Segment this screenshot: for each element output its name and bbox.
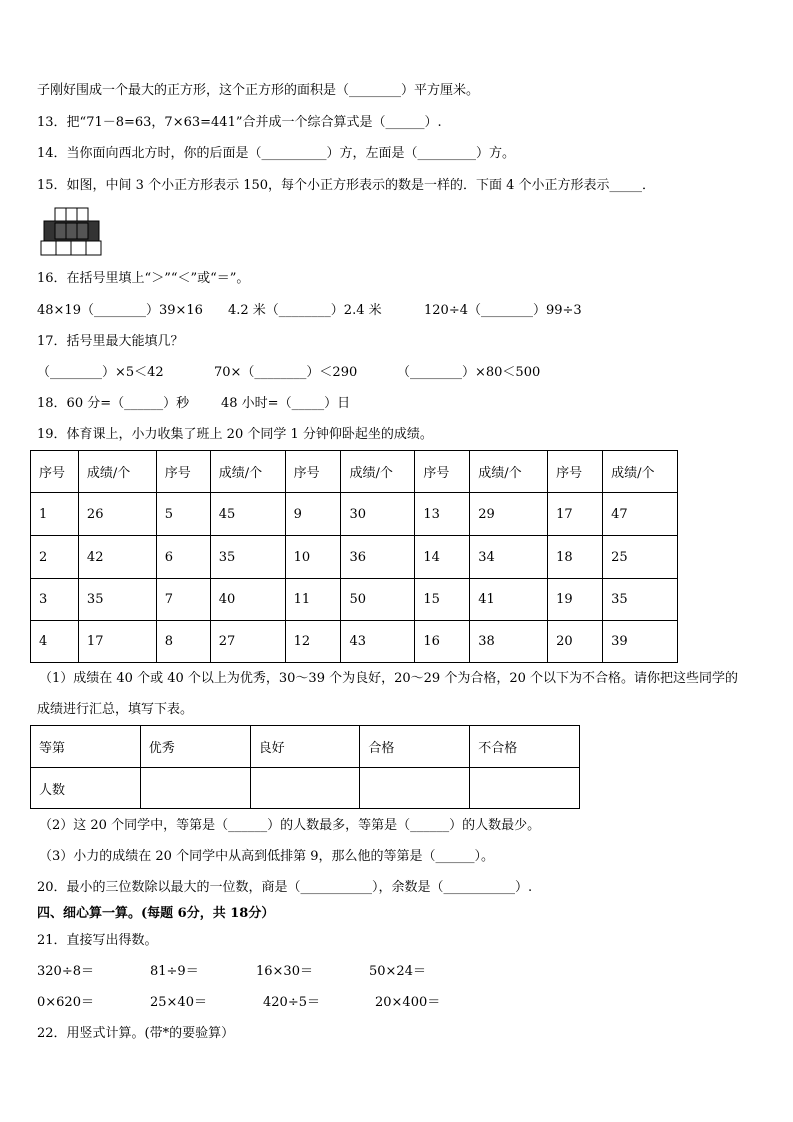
table-cell: 34 [470,536,548,579]
question-19-part-3: （3）小力的成绩在 20 个同学中从高到低排第 9，那么他的等第是（______）。 [39,849,494,864]
table-cell: 45 [210,493,285,536]
table-cell: 18 [548,536,603,579]
section-4-heading: 四、细心算一算。(每题 6分，共 18分） [37,906,275,921]
table-cell: 26 [78,493,156,536]
table-cell: 27 [210,621,285,663]
question-17-b: 70×（________）＜290 [214,365,358,380]
table-header: 成绩/个 [210,451,285,493]
table-header: 合格 [360,726,470,768]
text-line-continuation: 子刚好围成一个最大的正方形，这个正方形的面积是（________）平方厘米。 [37,83,480,98]
calc-item: 16×30＝ [256,964,313,979]
table-cell: 43 [341,621,415,663]
question-16-c: 120÷4（________）99÷3 [424,303,582,318]
table-header: 良好 [250,726,360,768]
table-header: 成绩/个 [341,451,415,493]
table-cell: 14 [415,536,470,579]
table-cell: 16 [415,621,470,663]
table-cell: 47 [603,493,678,536]
table-cell: 35 [78,579,156,621]
table-cell: 20 [548,621,603,663]
table-cell: 19 [548,579,603,621]
calc-item: 420÷5＝ [263,995,320,1010]
table-header: 成绩/个 [78,451,156,493]
calc-item: 20×400＝ [375,995,441,1010]
calc-item: 25×40＝ [150,995,207,1010]
table-cell: 15 [415,579,470,621]
table-cell-blank [250,768,360,809]
question-19: 19．体育课上，小力收集了班上 20 个同学 1 分钟仰卧起坐的成绩。 [37,427,433,442]
table-cell: 50 [341,579,415,621]
table-header: 序号 [285,451,341,493]
table-header: 成绩/个 [470,451,548,493]
table-cell: 38 [470,621,548,663]
calc-item: 320÷8＝ [37,964,94,979]
table-cell: 人数 [31,768,141,809]
table-cell: 36 [341,536,415,579]
table-cell: 29 [470,493,548,536]
table-cell: 9 [285,493,341,536]
table-header: 等第 [31,726,141,768]
table-cell: 2 [31,536,79,579]
table-header: 序号 [156,451,210,493]
table-header: 序号 [31,451,79,493]
grade-table [30,725,580,809]
table-row [31,621,678,663]
question-17-c: （________）×80＜500 [397,365,541,380]
table-cell-blank [140,768,250,809]
calc-item: 50×24＝ [369,964,426,979]
table-cell: 17 [548,493,603,536]
question-17-a: （________）×5＜42 [37,365,164,380]
calc-item: 0×620＝ [37,995,94,1010]
table-cell: 3 [31,579,79,621]
table-cell: 40 [210,579,285,621]
score-table-header-row [31,451,678,493]
question-19-part-1: （1）成绩在 40 个或 40 个以上为优秀，30～39 个为良好，20～29 个为合格，20 个以下为不合格。请你把这些同学的 [39,671,738,686]
question-13: 13．把“71－8=63，7×63=441”合并成一个综合算式是（______）. [37,115,442,130]
table-cell: 13 [415,493,470,536]
table-cell: 4 [31,621,79,663]
table-cell: 1 [31,493,79,536]
table-row [31,493,678,536]
table-cell: 41 [470,579,548,621]
table-row [31,768,580,809]
table-row [31,536,678,579]
table-cell: 30 [341,493,415,536]
question-16-b: 4.2 米（________）2.4 米 [228,303,382,318]
question-19-part-1-cont: 成绩进行汇总，填写下表。 [37,702,194,717]
question-21: 21．直接写出得数。 [37,933,158,948]
table-cell: 12 [285,621,341,663]
squares-figure [40,206,104,258]
table-header: 优秀 [140,726,250,768]
table-header: 成绩/个 [603,451,678,493]
table-header: 序号 [415,451,470,493]
question-16-a: 48×19（________）39×16 [37,303,203,318]
table-cell: 8 [156,621,210,663]
table-cell: 6 [156,536,210,579]
grade-table-header-row [31,726,580,768]
table-cell: 7 [156,579,210,621]
question-18-a: 18．60 分=（______）秒 [37,396,190,411]
table-row [31,579,678,621]
table-cell: 5 [156,493,210,536]
table-cell-blank [360,768,470,809]
table-cell-blank [470,768,580,809]
table-cell: 11 [285,579,341,621]
question-19-part-2: （2）这 20 个同学中，等第是（______）的人数最多，等第是（______）的人数最少。 [39,818,541,833]
table-cell: 17 [78,621,156,663]
question-16: 16．在括号里填上“＞”“＜”或“＝”。 [37,271,250,286]
question-17: 17．括号里最大能填几？ [37,334,184,349]
table-header: 序号 [548,451,603,493]
table-header: 不合格 [470,726,580,768]
table-cell: 25 [603,536,678,579]
question-18-b: 48 小时=（_____）日 [221,396,351,411]
question-22: 22．用竖式计算。(带*的要验算） [37,1026,235,1041]
table-cell: 39 [603,621,678,663]
score-table [30,450,678,663]
table-cell: 35 [210,536,285,579]
question-20: 20．最小的三位数除以最大的一位数，商是（___________），余数是（___________）. [37,880,533,895]
calc-item: 81÷9＝ [150,964,199,979]
table-cell: 35 [603,579,678,621]
table-cell: 10 [285,536,341,579]
table-cell: 42 [78,536,156,579]
question-14: 14．当你面向西北方时，你的后面是（__________）方，左面是（_________）方。 [37,146,516,161]
question-15: 15．如图，中间 3 个小正方形表示 150，每个小正方形表示的数是一样的．下面 4 个小正方形表示_____． [37,178,656,193]
